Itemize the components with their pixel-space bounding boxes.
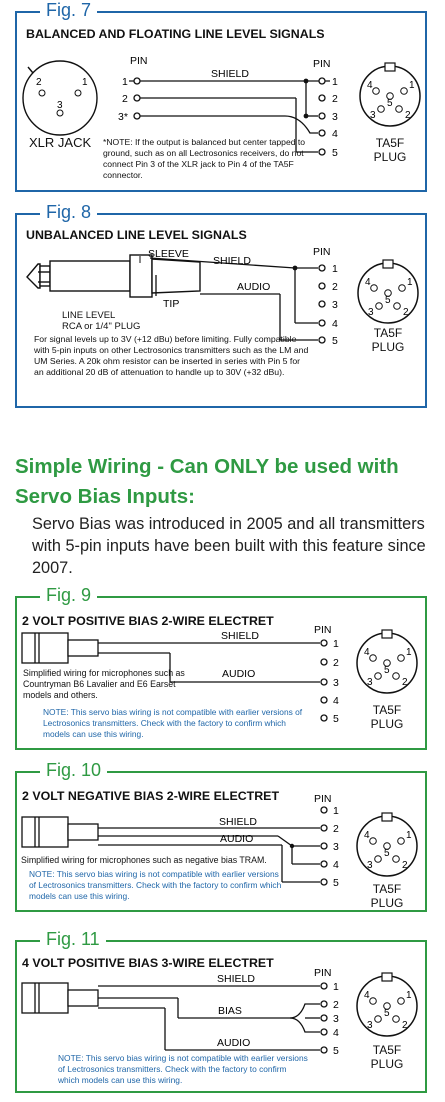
plug-label-line2: PLUG [370, 1057, 404, 1071]
fig11-title: 4 VOLT POSITIVE BIAS 3-WIRE ELECTRET [22, 956, 274, 970]
ta5f-pin-number: 2 [402, 860, 408, 871]
fig8-right-pin-2: 2 [332, 281, 338, 293]
xlr-jack-label: XLR JACK [29, 135, 92, 150]
fig7-label: Fig. 7 [40, 0, 97, 21]
ta5f-pin-number: 5 [384, 848, 390, 859]
fig8-label: Fig. 8 [40, 201, 97, 223]
fig7-right-pin-4: 4 [332, 128, 338, 140]
fig11-right-pin-3: 3 [333, 1013, 339, 1025]
xlr-pin-1: 1 [82, 77, 88, 88]
ta5f-pin-number: 2 [403, 307, 409, 318]
ta5f-pin-number: 4 [367, 80, 373, 91]
fig11-right-pin-1: 1 [333, 981, 339, 993]
fig7-right-pin-5: 5 [332, 147, 338, 159]
fig9-desc: Simplified wiring for microphones such as Countryman B6 Lavalier and E6 Earset models and others. [23, 668, 185, 700]
fig11-ta5f-icon [357, 973, 417, 1036]
fig9-note: NOTE: This servo bias wiring is not compatible with earlier versions of Lectrosonics transmitters. Check with the factory to confirm which models can use this wiring. [43, 707, 303, 739]
ta5f-pin-number: 3 [368, 307, 374, 318]
fig10-note: NOTE: This servo bias wiring is not compatible with earlier versions of Lectrosonics transmitters. Check with the factory to confirm which models can use this wiring. [29, 869, 282, 901]
ta5f-pin-number: 2 [402, 1020, 408, 1031]
ta5f-pin-number: 3 [367, 860, 373, 871]
ta5f-pin-number: 5 [385, 295, 391, 306]
fig11-right-pin-2: 2 [333, 999, 339, 1011]
fig7-left-pin-1: 1 [122, 76, 128, 88]
fig10-label: Fig. 10 [40, 759, 107, 781]
fig11-right-pin-5: 5 [333, 1045, 339, 1057]
ta5f-pin-number: 1 [406, 647, 412, 658]
fig9-title: 2 VOLT POSITIVE BIAS 2-WIRE ELECTRET [22, 614, 274, 628]
fig8-right-pin-5: 5 [332, 335, 338, 347]
fig9-right-pin-5: 5 [333, 713, 339, 725]
ta5f-pin-number: 1 [407, 277, 413, 288]
ta5f-pin-number: 3 [367, 1020, 373, 1031]
fig8-right-pin-4: 4 [332, 318, 338, 330]
ta5f-pin-number: 2 [402, 677, 408, 688]
fig8-audio-label: AUDIO [237, 281, 271, 293]
plug-label-line1: TA5F [375, 136, 405, 150]
fig11-plug-label [365, 1043, 409, 1071]
fig8-note: For signal levels up to 3V (+12 dBu) before limiting. Fully compatible with 5-pin inputs on other Lectrosonics transmitters such as the LM and UM Series. A 20k ohm resistor can be inserted in series with Pin 5 for an additional 20 dB of attenuation to handle up to 30V (+32 dBu). [34, 334, 309, 377]
fig7-left-pin-2: 2 [122, 93, 128, 105]
ta5f-pin-number: 4 [365, 277, 371, 288]
fig10-right-pin-3: 3 [333, 841, 339, 853]
fig10-right-pin-1: 1 [333, 805, 339, 817]
fig8-pin-header: PIN [313, 246, 331, 258]
fig10-right-pin-2: 2 [333, 823, 339, 835]
fig10-title: 2 VOLT NEGATIVE BIAS 2-WIRE ELECTRET [22, 789, 280, 803]
fig10-shield-label: SHIELD [219, 816, 257, 828]
fig7-left-pin-3: 3* [118, 111, 128, 123]
ta5f-pin-number: 4 [364, 990, 370, 1001]
plug-label-line2: PLUG [370, 896, 404, 910]
ta5f-pin-number: 5 [387, 98, 393, 109]
ta5f-pin-number: 1 [406, 990, 412, 1001]
ta5f-pin-number: 1 [406, 830, 412, 841]
fig10-pin-header: PIN [314, 793, 332, 805]
fig8-title: UNBALANCED LINE LEVEL SIGNALS [26, 228, 247, 242]
ta5f-pin-number: 3 [370, 110, 376, 121]
xlr-pin-2: 2 [36, 77, 42, 88]
fig7-pin-right-header: PIN [313, 58, 331, 70]
fig7-right-pin-3: 3 [332, 111, 338, 123]
fig7-note: *NOTE: If the output is balanced but center tapped to ground, such as on all Lectrosonics receivers, do not connect Pin 3 of the XLR jack to Pin 4 of the TA5F connector. [103, 137, 306, 180]
fig9-right-pin-2: 2 [333, 657, 339, 669]
xlr-pin-3: 3 [57, 100, 63, 111]
fig11-note: NOTE: This servo bias wiring is not compatible with earlier versions of Lectrosonics transmitters. Check with the factory to confirm which models can use this wiring. [58, 1053, 308, 1085]
fig11-bias-label: BIAS [218, 1005, 242, 1017]
fig11-right-pin-4: 4 [333, 1027, 339, 1039]
fig9-shield-label: SHIELD [221, 630, 259, 642]
section-intro: Servo Bias was introduced in 2005 and all transmitters with 5-pin inputs have been built with this feature since 2007. [32, 515, 426, 577]
fig9-right-pin-4: 4 [333, 695, 339, 707]
fig7-shield-label: SHIELD [211, 68, 249, 80]
fig9-audio-label: AUDIO [222, 668, 256, 680]
ta5f-pin-number: 4 [364, 647, 370, 658]
plug-label-line1: TA5F [372, 703, 402, 717]
plug-label-line2: PLUG [371, 340, 405, 354]
fig8-right-pin-1: 1 [332, 263, 338, 275]
ta5f-pin-number: 5 [384, 665, 390, 676]
fig8-right-pin-3: 3 [332, 299, 338, 311]
ta5f-pin-number: 2 [405, 110, 411, 121]
fig11-label: Fig. 11 [40, 928, 106, 950]
fig11-mic-icon [22, 983, 98, 1013]
fig8-tip-label: TIP [163, 298, 180, 310]
section-heading: Simple Wiring - Can ONLY be used with Servo Bias Inputs: [15, 455, 399, 508]
fig9-right-pin-1: 1 [333, 638, 339, 650]
line-level-line1: LINE LEVEL [62, 310, 116, 321]
fig8-sleeve-label: SLEEVE [148, 248, 189, 260]
fig7-pin-left-header: PIN [130, 55, 148, 67]
fig10-desc: Simplified wiring for microphones such as negative bias TRAM. [21, 855, 267, 865]
ta5f-pin-number: 4 [364, 830, 370, 841]
fig7-title: BALANCED AND FLOATING LINE LEVEL SIGNALS [26, 27, 325, 41]
fig7-right-pin-1: 1 [332, 76, 338, 88]
fig10-audio-label: AUDIO [220, 833, 254, 845]
plug-label-line1: TA5F [372, 1043, 402, 1057]
line-level-line2: RCA or 1/4" PLUG [62, 321, 141, 332]
fig9-label: Fig. 9 [40, 584, 97, 606]
plug-label-line1: TA5F [373, 326, 403, 340]
fig11-audio-label: AUDIO [217, 1037, 251, 1049]
plug-label-line1: TA5F [372, 882, 402, 896]
fig10-right-pin-5: 5 [333, 877, 339, 889]
fig11-shield-label: SHIELD [217, 973, 255, 985]
fig8-shield-label: SHIELD [213, 255, 251, 267]
fig9-right-pin-3: 3 [333, 677, 339, 689]
plug-label-line2: PLUG [370, 717, 404, 731]
ta5f-pin-number: 1 [409, 80, 415, 91]
fig9-pin-header: PIN [314, 624, 332, 636]
ta5f-pin-number: 3 [367, 677, 373, 688]
ta5f-pin-number: 5 [384, 1008, 390, 1019]
fig10-right-pin-4: 4 [333, 859, 339, 871]
plug-label-line2: PLUG [373, 150, 407, 164]
fig7-right-pin-2: 2 [332, 93, 338, 105]
fig11-pin-header: PIN [314, 967, 332, 979]
